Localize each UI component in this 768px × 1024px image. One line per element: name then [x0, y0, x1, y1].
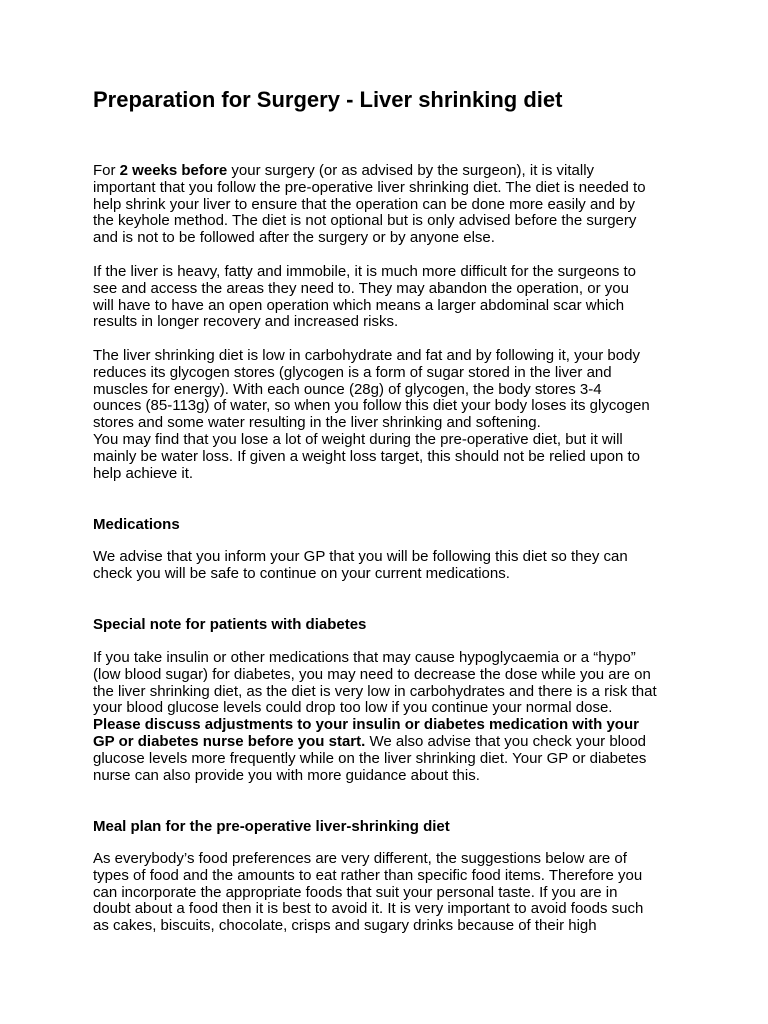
text-line: If you take insulin or other medications that may cause hypoglycaemia or a “hypo”: [93, 649, 636, 666]
text-line: the keyhole method. The diet is not optional but is only advised before the surgery: [93, 212, 637, 230]
text-line: ounces (85-113g) of water, so when you follow this diet your body loses its glycogen: [93, 397, 650, 415]
text-line: muscles for energy). With each ounce (28g) of glycogen, the body stores 3-4: [93, 380, 602, 398]
diet-explanation-paragraph: [93, 348, 683, 482]
emphasis-span: GP or diabetes nurse before you start.: [93, 732, 366, 750]
text-line: stores and some water resulting in the liver shrinking and softening.: [93, 414, 541, 432]
text-line: and is not to be followed after the surgery or by anyone else.: [93, 229, 495, 247]
text-line: help shrink your liver to ensure that the operation can be done more easily and by: [93, 195, 635, 213]
text-line: help achieve it.: [93, 464, 194, 482]
text-span: For: [93, 162, 120, 179]
text-span: We also advise that you check your blood: [365, 732, 647, 750]
emphasis-two-weeks: 2 weeks before: [119, 162, 228, 179]
text-line: The liver shrinking diet is low in carbohydrate and fat and by following it, your body: [93, 347, 640, 364]
diabetes-paragraph: [93, 650, 683, 784]
text-line: As everybody’s food preferences are very different, the suggestions below are of: [93, 850, 627, 867]
text-line: doubt about a food then it is best to avoid it. It is very important to avoid foods such: [93, 900, 644, 918]
text-line: reduces its glycogen stores (glycogen is a form of sugar stored in the liver and: [93, 363, 612, 381]
text-line: can incorporate the appropriate foods that suit your personal taste. If you are in: [93, 883, 618, 901]
medications-heading: Medications: [93, 516, 180, 533]
text-line: You may find that you lose a lot of weight during the pre-operative diet, but it will: [93, 430, 623, 448]
text-line: results in longer recovery and increased risks.: [93, 313, 399, 331]
emphasis-line: Please discuss adjustments to your insulin or diabetes medication with your: [93, 716, 639, 734]
text-line: see and access the areas they need to. They may abandon the operation, or you: [93, 279, 629, 297]
text-line: (low blood sugar) for diabetes, you may need to decrease the dose while you are on: [93, 665, 651, 683]
text-line: mainly be water loss. If given a weight loss target, this should not be relied upon to: [93, 447, 640, 465]
intro-paragraph: [93, 163, 683, 247]
text-line: as cakes, biscuits, chocolate, crisps and sugary drinks because of their high: [93, 917, 597, 935]
text-span: your surgery (or as advised by the surgeon), it is vitally: [227, 162, 595, 179]
text-line: [93, 734, 683, 751]
text-line: check you will be safe to continue on your current medications.: [93, 564, 510, 582]
liver-risk-paragraph: [93, 264, 683, 331]
meal-plan-heading: Meal plan for the pre-operative liver-shrinking diet: [93, 818, 450, 835]
text-line: [93, 163, 683, 180]
text-line: the liver shrinking diet, as the diet is very low in carbohydrates and there is a risk that: [93, 682, 657, 700]
text-line: glucose levels more frequently while on the liver shrinking diet. Your GP or diabetes: [93, 749, 647, 767]
text-line: your blood glucose levels could drop too low if you continue your normal dose.: [93, 699, 613, 717]
text-line: important that you follow the pre-operative liver shrinking diet. The diet is needed to: [93, 178, 646, 196]
text-line: will have to have an open operation which means a larger abdominal scar which: [93, 296, 625, 314]
text-line: If the liver is heavy, fatty and immobile, it is much more difficult for the surgeons to: [93, 263, 637, 280]
text-line: nurse can also provide you with more guidance about this.: [93, 766, 480, 784]
diabetes-heading: Special note for patients with diabetes: [93, 616, 367, 633]
medications-paragraph: [93, 549, 683, 583]
text-line: types of food and the amounts to eat rather than specific food items. Therefore you: [93, 866, 643, 884]
text-line: We advise that you inform your GP that you will be following this diet so they can: [93, 548, 628, 565]
page-title: Preparation for Surgery - Liver shrinking diet: [93, 87, 563, 112]
meal-plan-paragraph: [93, 851, 683, 935]
